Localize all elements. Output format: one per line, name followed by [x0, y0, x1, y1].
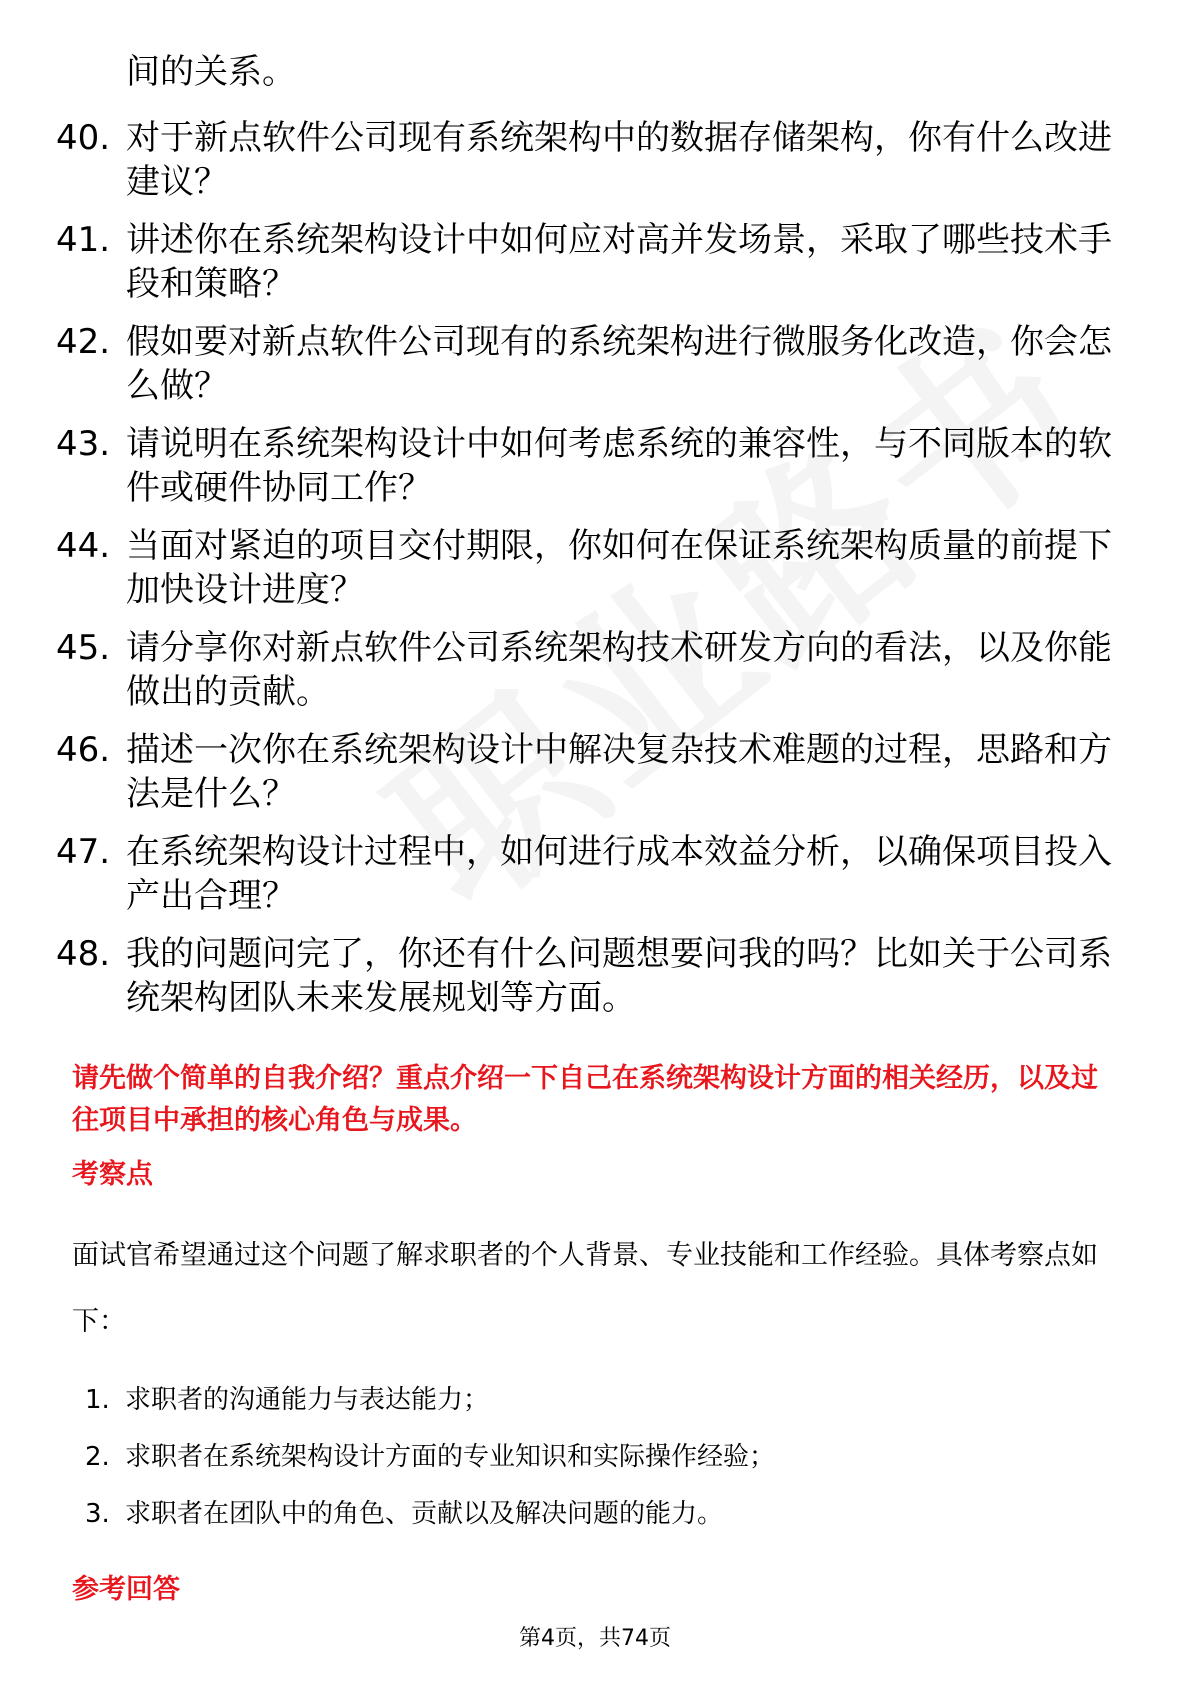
question-item	[56, 524, 1126, 612]
reference-answer-heading: 参考回答	[72, 1574, 180, 1605]
question-list	[56, 50, 1126, 1034]
question-number: 42.	[56, 322, 111, 362]
assessment-intro: 面试官希望通过这个问题了解求职者的个人背景、专业技能和工作经验。具体考察点如下：	[72, 1240, 1098, 1337]
question-text: 当面对紧迫的项目交付期限，你如何在保证系统架构质量的前提下加快设计进度？	[126, 526, 1112, 610]
question-number: 43.	[56, 424, 111, 464]
list-number: 1.	[85, 1385, 110, 1415]
list-number: 3.	[85, 1499, 110, 1529]
question-number: 40.	[56, 118, 111, 158]
assessment-heading: 考察点	[72, 1159, 153, 1190]
list-text: 求职者在系统架构设计方面的专业知识和实际操作经验；	[125, 1442, 776, 1472]
question-number: 48.	[56, 934, 111, 974]
list-item	[85, 1380, 1115, 1420]
question-text: 讲述你在系统架构设计中如何应对高并发场景，采取了哪些技术手段和策略？	[126, 220, 1112, 304]
question-text: 在系统架构设计过程中，如何进行成本效益分析，以确保项目投入产出合理？	[126, 832, 1112, 916]
question-text: 请分享你对新点软件公司系统架构技术研发方向的看法，以及你能做出的贡献。	[126, 628, 1112, 712]
question-item	[56, 728, 1126, 816]
question-continuation: 间的关系。	[126, 52, 296, 92]
list-text: 求职者的沟通能力与表达能力；	[125, 1385, 490, 1415]
question-item	[56, 626, 1126, 714]
question-text: 描述一次你在系统架构设计中解决复杂技术难题的过程，思路和方法是什么？	[126, 730, 1112, 814]
list-item	[85, 1494, 1115, 1534]
question-item	[56, 932, 1126, 1020]
question-text: 假如要对新点软件公司现有的系统架构进行微服务化改造，你会怎么做？	[126, 322, 1112, 406]
question-text: 对于新点软件公司现有系统架构中的数据存储架构，你有什么改进建议？	[126, 118, 1112, 202]
question-text: 我的问题问完了，你还有什么问题想要问我的吗？比如关于公司系统架构团队未来发展规划等方面。	[126, 934, 1112, 1018]
question-item	[56, 116, 1126, 204]
question-item	[56, 320, 1126, 408]
question-number: 46.	[56, 730, 111, 770]
list-text: 求职者在团队中的角色、贡献以及解决问题的能力。	[125, 1499, 724, 1529]
question-item	[56, 218, 1126, 306]
question-text: 请说明在系统架构设计中如何考虑系统的兼容性，与不同版本的软件或硬件协同工作？	[126, 424, 1112, 508]
question-number: 47.	[56, 832, 111, 872]
question-number: 44.	[56, 526, 111, 566]
assessment-points	[85, 1380, 1115, 1551]
list-item	[85, 1437, 1115, 1477]
list-number: 2.	[85, 1442, 110, 1472]
question-number: 45.	[56, 628, 111, 668]
question-item	[56, 422, 1126, 510]
question-number: 41.	[56, 220, 111, 260]
featured-question: 请先做个简单的自我介绍？重点介绍一下自己在系统架构设计方面的相关经历，以及过往项目中承担的核心角色与成果。	[72, 1063, 1098, 1136]
page-footer: 第4页，共74页	[519, 1626, 671, 1651]
question-item	[56, 830, 1126, 918]
